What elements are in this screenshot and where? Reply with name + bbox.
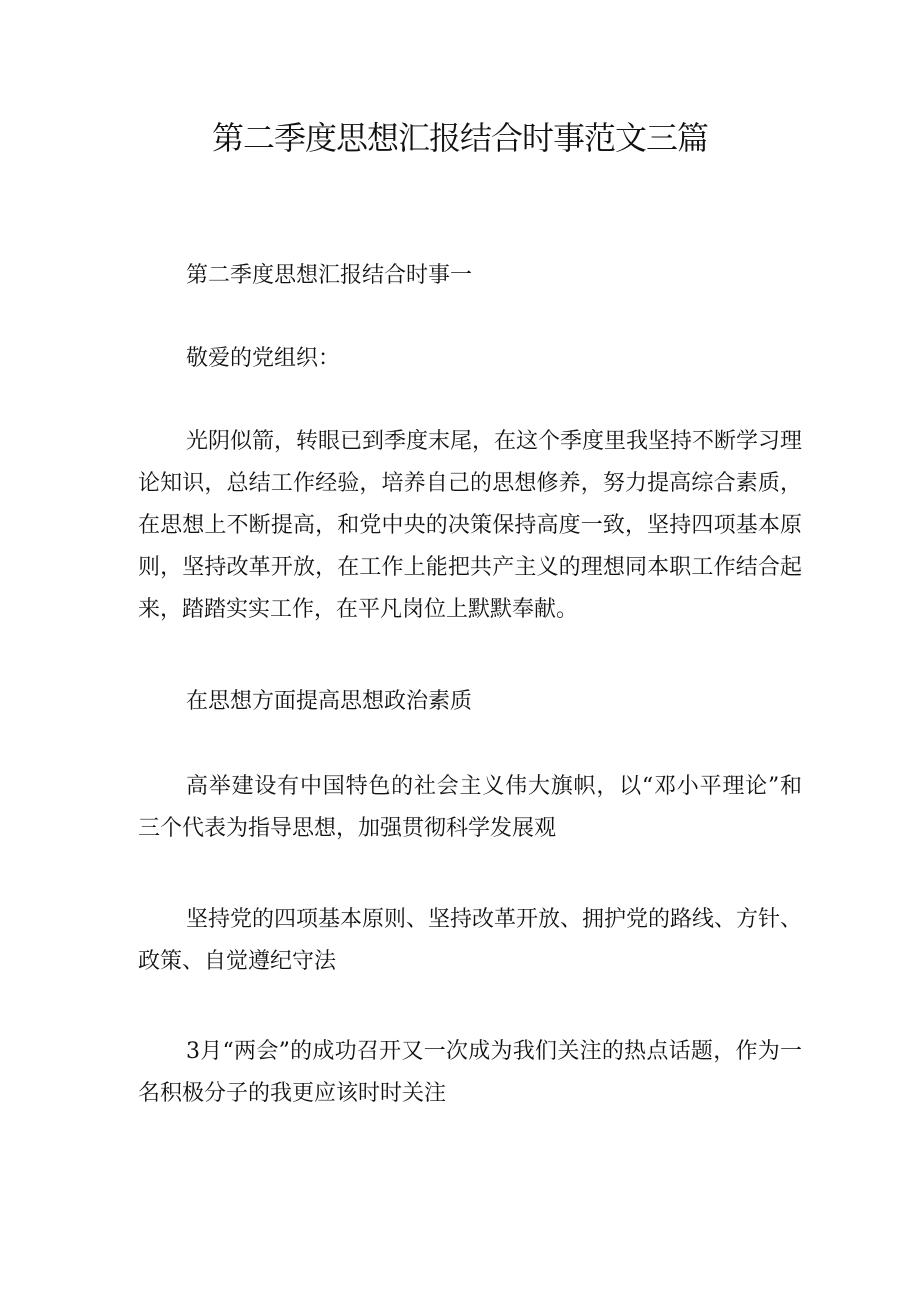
body-paragraph: 3月“两会”的成功召开又一次成为我们关注的热点话题，作为一名积极分子的我更应该时时关注: [138, 1039, 802, 1106]
section-heading-one: 第二季度思想汇报结合时事一: [186, 263, 473, 288]
subheading-ideology: 在思想方面提高思想政治素质: [186, 689, 473, 714]
salutation: 敬爱的党组织：: [186, 346, 341, 371]
body-paragraph: 坚持党的四项基本原则、坚持改革开放、拥护党的路线、方针、政策、自觉遵纪守法: [138, 907, 803, 974]
body-paragraph: 高举建设有中国特色的社会主义伟大旗帜，以“邓小平理论”和三个代表为指导思想，加强贯彻科学发展观: [138, 774, 802, 841]
document-title: 第二季度思想汇报结合时事范文三篇: [211, 119, 708, 157]
body-paragraph: 光阴似箭，转眼已到季度末尾，在这个季度里我坚持不断学习理论知识，总结工作经验，培养自己的思想修养，努力提高综合素质，在思想上不断提高，和党中央的决策保持高度一致，坚持四项基本原则，坚持改革开放，在工作上能把共产主义的理想同本职工作结合起来，踏踏实实工作，在平凡岗位上默默奉献。: [138, 429, 803, 622]
